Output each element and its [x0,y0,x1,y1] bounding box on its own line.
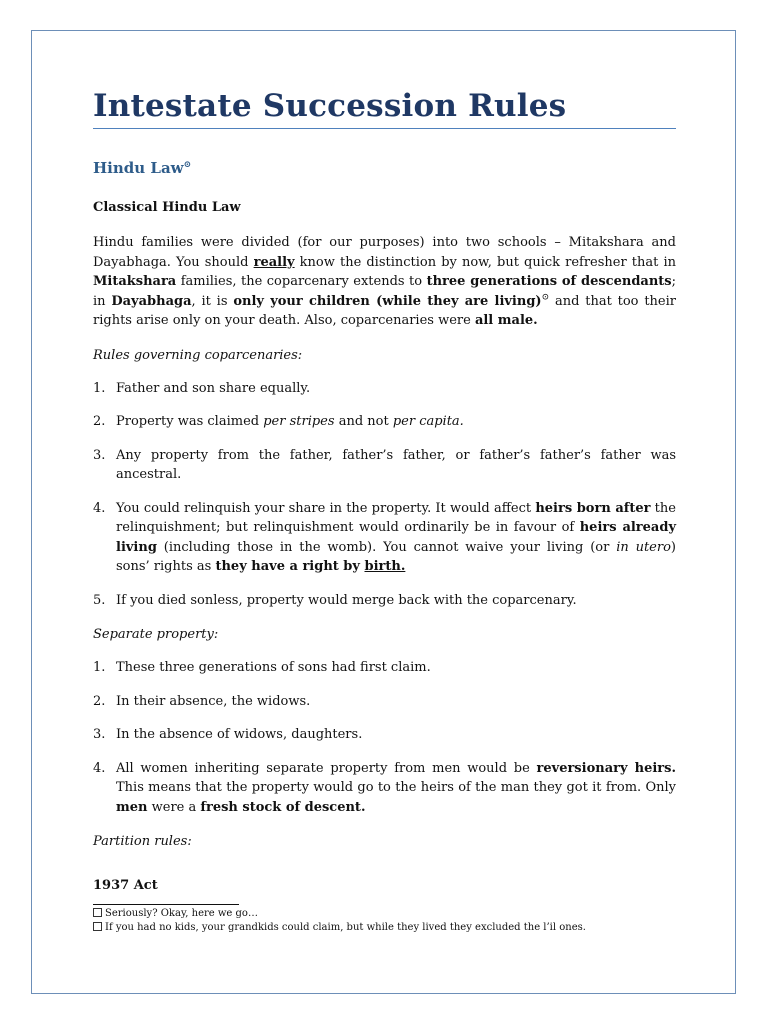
term-three-generations: three generations of descendants [426,274,672,289]
list-number: 5. [93,592,106,608]
term-birth: birth. [364,559,406,574]
text-run: were a [147,799,201,815]
list-text: If you died sonless, property would merge back with the coparcenary. [116,592,577,608]
list-item [93,725,676,745]
footnote-text: If you had no kids, your grandkids could claim, but while they lived they excluded the l’il ones. [105,922,586,933]
list-number: 4. [93,500,106,516]
list-item [93,379,676,399]
list-text [116,412,676,432]
coparcenary-rules-list [93,379,676,611]
text-run: the relinquishment; but relinquishment would ordinarily be in favour of [116,500,676,535]
intro-text: and that too their rights arise only on your death. Also, coparcenaries were [93,293,676,328]
list-number: 4. [93,760,106,776]
text-run: (including those in the womb). You cannot waive your living (or [156,539,617,555]
list-text [116,759,676,818]
list-text [116,499,676,577]
text-run: ) sons’ rights as [116,539,676,574]
text-run: Property was claimed [116,414,264,429]
term-only-children: only your children (while they are living) [233,293,542,309]
list-item [93,692,676,712]
list-item [93,658,676,678]
term-fresh-stock: fresh stock of descent. [200,799,366,815]
document-body [93,86,676,851]
footnote-2 [93,921,676,935]
section-heading-text: Hindu Law [93,159,184,177]
list-number: 3. [93,447,106,463]
term-men: men [116,799,148,815]
footnote-separator [93,904,239,905]
list-number: 1. [93,380,106,396]
list-text: In the absence of widows, daughters. [116,727,363,742]
title-underline [93,128,676,129]
emphasis-really: really [253,254,295,270]
list-item [93,499,676,577]
act-heading: 1937 Act [93,878,158,893]
list-number: 2. [93,693,106,709]
list-item [93,412,676,432]
list-number: 3. [93,727,106,742]
footnote-glyph-icon [93,922,102,931]
footnote-glyph-icon [93,908,102,917]
list-item [93,591,676,611]
list-text: In their absence, the widows. [116,693,311,709]
section-heading [93,158,676,178]
footnote-marker-2[interactable]: ⊙ [541,292,550,303]
list-number: 1. [93,660,106,675]
text-run: This means that the property would go to the heirs of the man they got it from. Only [116,780,676,795]
term-per-stripes: per stripes [263,414,335,429]
footnote-1 [93,907,676,921]
list-text: These three generations of sons had first claim. [116,660,431,675]
term-heirs-born-after: heirs born after [535,500,651,516]
intro-text: Hindu families were divided (for our purposes) into two schools – Mitakshara and Dayabhaga. You should [93,235,676,270]
footnote-marker-1[interactable]: ⊙ [183,160,192,170]
term-in-utero: in utero [616,539,671,555]
term-heirs-already-living: heirs already living [116,520,676,555]
intro-text: , it is [191,293,234,309]
list-item [93,759,676,818]
list-text: Father and son share equally. [116,380,311,396]
coparcenary-rules-label: Rules governing coparcenaries: [93,347,303,363]
term-per-capita: per capita. [392,414,464,429]
text-run: All women inheriting separate property from men would be [116,760,537,776]
partition-rules-label: Partition rules: [93,834,192,849]
term-right-by: they have a right by [215,559,365,574]
term-reversionary-heirs: reversionary heirs. [536,760,676,776]
intro-text: ; in [93,274,676,309]
document-title: Intestate Succession Rules [93,88,567,124]
separate-property-label: Separate property: [93,627,219,642]
subsection-heading: Classical Hindu Law [93,200,241,215]
term-mitakshara: Mitakshara [93,274,177,289]
term-all-male: all male. [474,313,538,328]
list-item [93,446,676,485]
footnotes [93,907,676,935]
list-text: Any property from the father, father’s father, or father’s father’s father was ancestral. [116,447,676,482]
term-dayabhaga: Dayabhaga [111,293,192,309]
intro-paragraph [93,233,676,331]
text-run: You could relinquish your share in the property. It would affect [116,500,536,516]
list-number: 2. [93,414,106,429]
separate-property-list [93,658,676,817]
text-run: and not [334,414,393,429]
intro-text: know the distinction by now, but quick refresher that in [294,254,676,270]
intro-text: families, the coparcenary extends to [176,274,427,289]
footnote-text: Seriously? Okay, here we go… [105,908,258,919]
